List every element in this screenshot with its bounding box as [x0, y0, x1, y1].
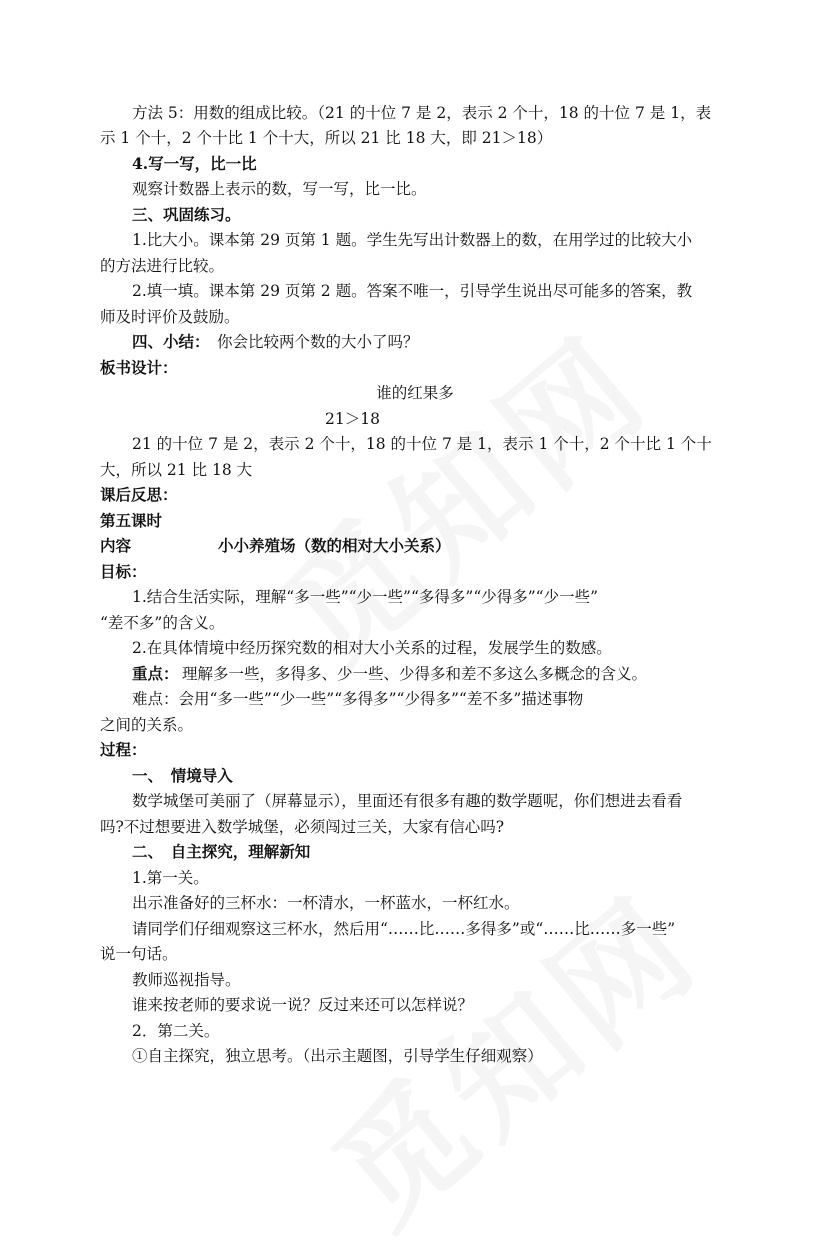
section-heading: 板书设计： [100, 358, 178, 377]
paragraph-line: 出示准备好的三杯水：一杯清水，一杯蓝水，一杯红水。 [132, 894, 520, 912]
paragraph-line: “差不多”的含义。 [100, 614, 225, 632]
paragraph-line: 谁来按老师的要求说一说？反过来还可以怎样说？ [132, 996, 474, 1014]
paragraph-line: 说一句话。 [100, 945, 178, 963]
paragraph-line: 1.比大小。课本第 29 页第 1 题。学生先写出计数器上的数，在用学过的比较大小 [132, 231, 693, 249]
paragraph-line: 之间的关系。 [100, 716, 194, 734]
paragraph-line: 请同学们仔细观察这三杯水，然后用“……比……多得多”或“……比……多一些” [132, 920, 676, 938]
paragraph-line: 2．第二关。 [132, 1022, 220, 1040]
paragraph-line: 教师巡视指导。 [132, 971, 241, 989]
paragraph-line: 1.结合生活实际，理解“多一些”“少一些”“多得多”“少得多”“少一些” [132, 588, 599, 606]
board-title: 谁的红果多 [376, 384, 454, 402]
section-heading: 一、 情境导入 [132, 766, 233, 785]
paragraph-line: 理解多一些，多得多、少一些、少得多和差不多这么多概念的含义。 [182, 665, 648, 683]
content-label: 内容 [100, 536, 132, 555]
paragraph-line: 观察计数器上表示的数，写一写，比一比。 [132, 180, 427, 198]
paragraph-line: 2.在具体情境中经历探究数的相对大小关系的过程，发展学生的数感。 [132, 639, 612, 657]
paragraph-line: 难点：会用“多一些”“少一些”“多得多”“少得多”“差不多”描述事物 [132, 690, 584, 708]
paragraph-line: 大，所以 21 比 18 大 [100, 461, 253, 479]
section-heading: 课后反思： [100, 485, 178, 504]
section-heading: 过程： [100, 740, 147, 759]
paragraph-line: 1.第一关。 [132, 869, 209, 887]
content-title: 小小养殖场（数的相对大小关系） [218, 536, 451, 555]
paragraph-line: 示 1 个十，2 个十比 1 个十大，所以 21 比 18 大，即 21＞18） [100, 129, 553, 147]
paragraph-line: 2.填一填。课本第 29 页第 2 题。答案不唯一，引导学生说出尽可能多的答案，教 [132, 282, 693, 300]
paragraph-line: ①自主探究，独立思考。（出示主题图，引导学生仔细观察） [132, 1047, 543, 1065]
section-heading: 重点： [132, 664, 179, 683]
paragraph-line: 方法 5：用数的组成比较。（21 的十位 7 是 2，表示 2 个十，18 的十位 7 是 1，表 [132, 104, 712, 122]
paragraph-line: 吗?不过想要进入数学城堡，必须闯过三关，大家有信心吗? [100, 818, 505, 836]
paragraph-line: 数学城堡可美丽了（屏幕显示），里面还有很多有趣的数学题呢，你们想进去看看 [132, 792, 683, 810]
paragraph-line: 的方法进行比较。 [100, 257, 225, 275]
section-heading: 三、巩固练习。 [132, 205, 241, 224]
section-heading: 二、 自主探究，理解新知 [132, 842, 311, 861]
section-heading: 4.写一写，比一比 [132, 154, 257, 173]
board-formula: 21＞18 [325, 410, 380, 428]
section-heading: 第五课时 [100, 511, 163, 530]
paragraph-line: 你会比较两个数的大小了吗？ [217, 333, 419, 351]
section-heading: 目标： [100, 562, 147, 581]
section-heading: 四、小结： [132, 332, 210, 351]
paragraph-line: 21 的十位 7 是 2，表示 2 个十，18 的十位 7 是 1，表示 1 个十，2 个十比 1 个十 [132, 435, 712, 453]
paragraph-line: 师及时评价及鼓励。 [100, 308, 240, 326]
